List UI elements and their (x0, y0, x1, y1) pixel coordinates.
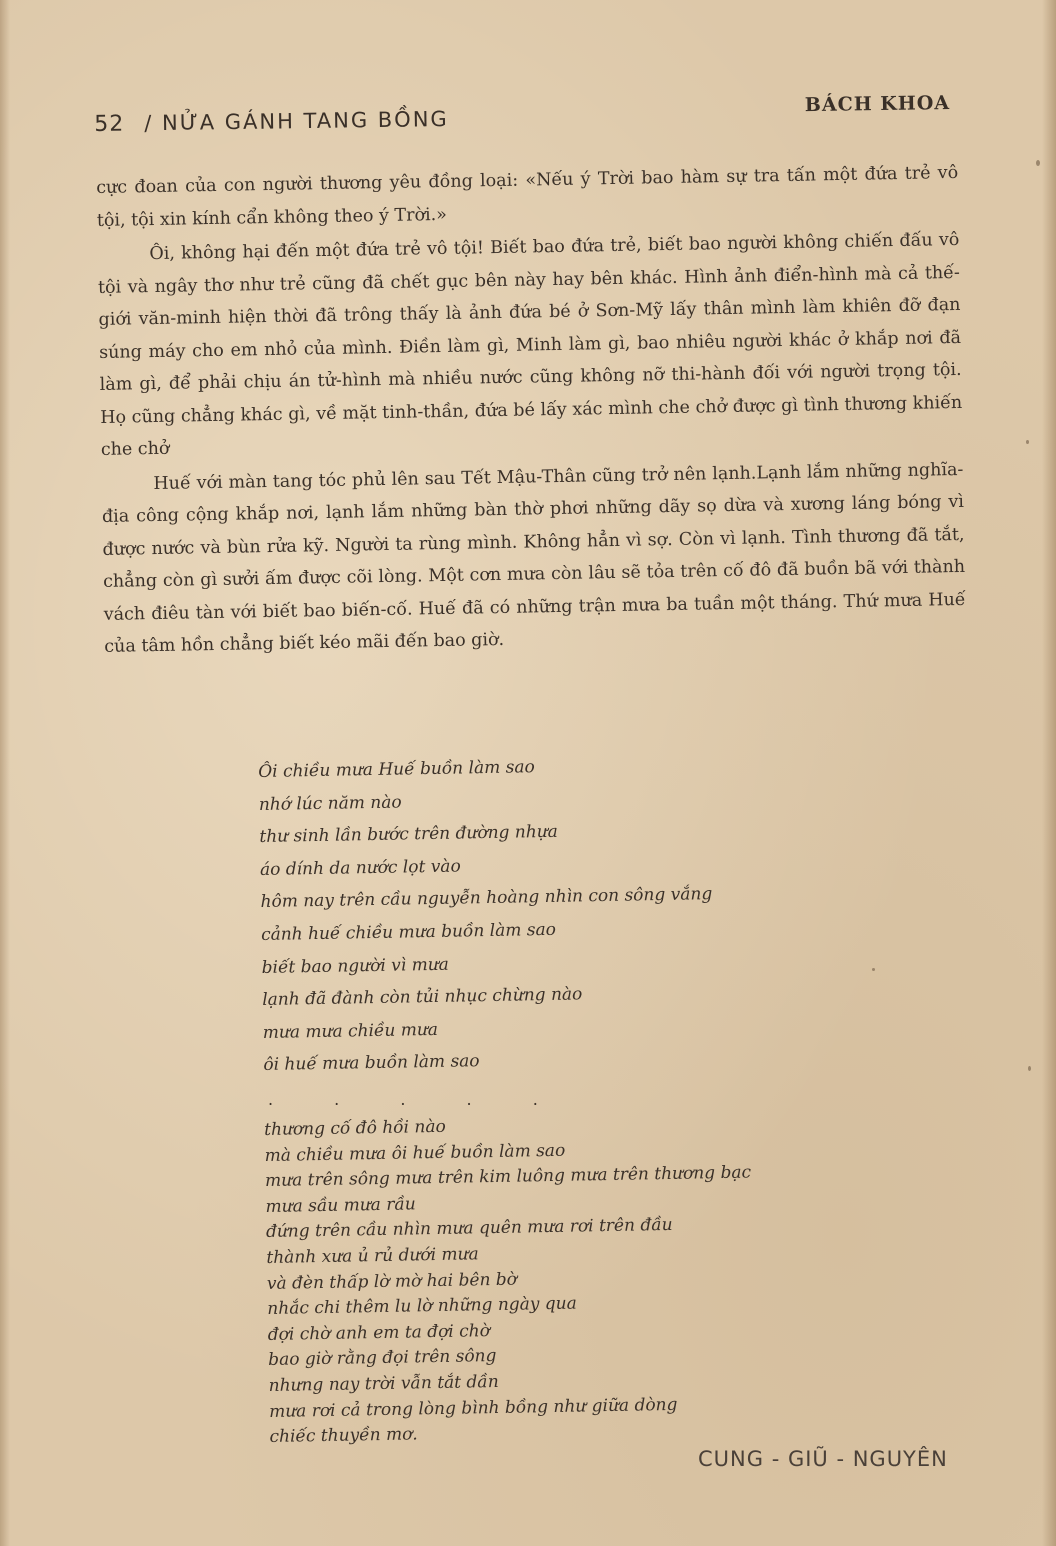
poem-line: mưa mưa chiều mưa (262, 1019, 439, 1043)
poem-line: và đèn thấp lờ mờ hai bên bờ (266, 1269, 518, 1294)
running-title: / NỬA GÁNH TANG BỒNG (144, 107, 449, 136)
poem-line: thành xưa ủ rủ dưới mưa (266, 1244, 479, 1268)
poem-line: lạnh đã đành còn tủi nhục chừng nào (262, 984, 583, 1011)
poem-line: nhớ lúc năm nào (258, 792, 402, 815)
poem-stanza-1 (258, 745, 884, 1082)
paragraph: cực đoan của con người thương yêu đồng loại: «Nếu ý Trời bao hàm sự tra tấn một đứa trẻ vô tội, tội xin kính cẩn không theo ý Trời.» (96, 162, 959, 231)
page-header (94, 92, 956, 144)
poem-line: thương cố đô hồi nào (264, 1116, 446, 1140)
poem-line: đợi chờ anh em ta đợi chờ (267, 1320, 491, 1345)
poem-line: áo dính da nước lọt vào (259, 856, 461, 880)
paper-speck (872, 968, 875, 971)
poem-line: mưa sầu mưa rầu (265, 1194, 416, 1217)
poem-line: mưa rơi cả trong lòng bình bồng như giữa dòng (268, 1394, 678, 1422)
poem-line: mưa trên sông mưa trên kim luông mưa trên thương bạc (264, 1162, 752, 1192)
page-number: 52 (94, 111, 125, 137)
stanza-separator: . . . . . (268, 1090, 566, 1109)
poem-line: chiếc thuyền mơ. (269, 1424, 418, 1448)
poem-line: ôi huế mưa buồn làm sao (263, 1051, 480, 1076)
poem-line: biết bao người vì mưa (261, 954, 450, 978)
poem-line: thư sinh lần bước trên đường nhựa (259, 821, 558, 848)
paper-speck (1028, 1066, 1031, 1071)
page-edge-left (0, 0, 10, 1546)
author-signature: CUNG - GIŨ - NGUYÊN (698, 1447, 948, 1471)
paper-speck (1036, 160, 1040, 166)
article-body (96, 157, 966, 665)
paper-speck (1026, 440, 1029, 444)
poem-line: bao giờ rằng đọi trên sông (268, 1346, 497, 1371)
poem-line: hôm nay trên cầu nguyễn hoàng nhìn con sông vắng (260, 884, 713, 913)
poem-line: Ôi chiều mưa Huế buồn làm sao (258, 757, 535, 782)
journal-name: BÁCH KHOA (804, 92, 951, 117)
poem-stanza-2 (264, 1107, 910, 1451)
paragraph: Huế với màn tang tóc phủ lên sau Tết Mậu-Thân cũng trở nên lạnh.Lạnh lắm những nghĩa-địa công cộng khắp nơi, lạnh lắm những bàn thờ phơi những dãy sọ dừa và xương láng bóng vì được nước và bùn rửa kỹ. Người ta rùng mình. Không hẳn vì sợ. Còn vì lạnh. Tình thương đã tắt, chẳng còn gì sưởi ấm được cõi lòng. Một cơn mưa còn lâu sẽ tỏa trên cố đô đã buồn bã với thành vách điêu tàn với biết bao biến-cố. Huế đã có những trận mưa ba tuần một tháng. Thứ mưa Huế của tâm hồn chẳng biết kéo mãi đến bao giờ. (101, 459, 966, 657)
page-edge-right (1042, 0, 1056, 1546)
poem-line: cảnh huế chiều mưa buồn làm sao (260, 919, 557, 945)
paragraph: Ôi, không hại đến một đứa trẻ vô tội! Biết bao đứa trẻ, biết bao người không chiến đấu vô tội và ngây thơ như trẻ cũng đã chết gục bên này hay bên khác. Hình ảnh điển-hình mà cả thế-giới văn-minh hiện thời đã trông thấy là ảnh đứa bé ở Sơn-Mỹ lấy thân mình làm khiên đỡ đạn súng máy cho em nhỏ của mình. Điền làm gì, Minh làm gì, bao nhiêu người khác ở khắp nơi đã làm gì, để phải chịu án tử-hình mà nhiều nước cũng không nỡ thi-hành đối với người trọng tội. Họ cũng chẳng khác gì, về mặt tinh-thần, đứa bé lấy xác mình che chở được gì tình thương khiến che chở (97, 229, 963, 460)
poem-line: đứng trên cầu nhìn mưa quên mưa rơi trên đầu (265, 1215, 673, 1243)
poem-line: mà chiều mưa ôi huế buồn làm sao (264, 1140, 566, 1166)
poem-line: nhưng nay trời vẫn tắt dần (268, 1371, 499, 1396)
poem-line: nhắc chi thêm lu lờ những ngày qua (267, 1293, 577, 1320)
